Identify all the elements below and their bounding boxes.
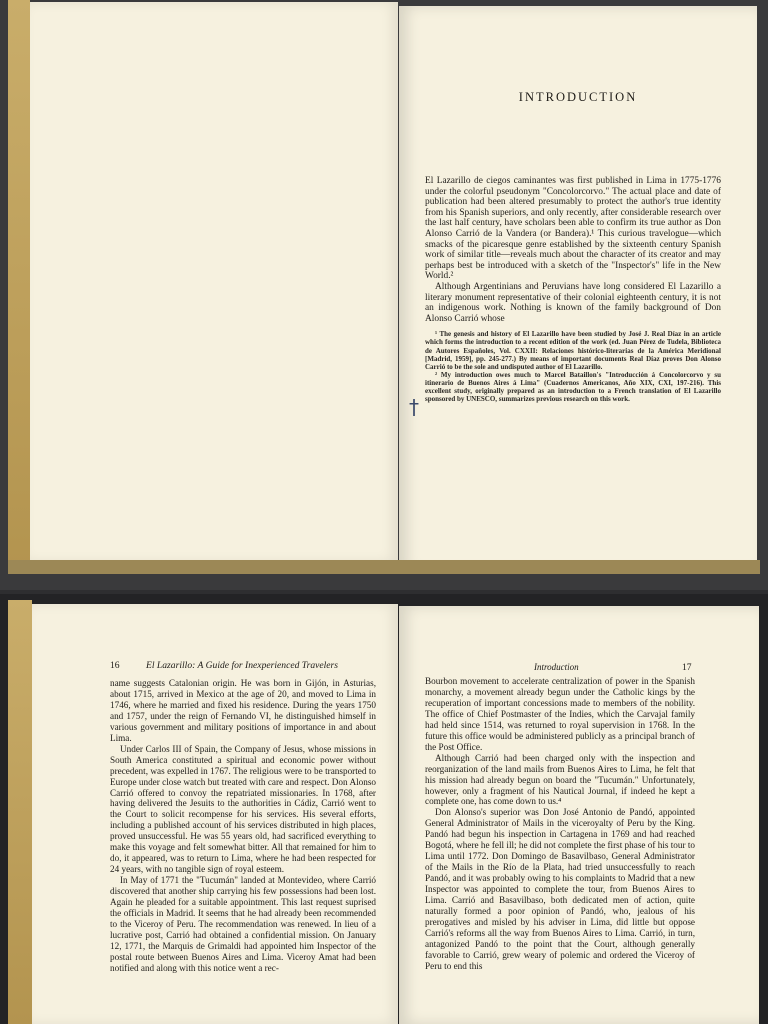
page-number-17: 17 — [682, 662, 692, 673]
paragraph-second: Although Argentinians and Peruvians have long considered El Lazarillo a literary monument representative of their colonial eighteenth century, it is not an indigenous work. Nothing is known of the family background of Don Alonso Carrió whose — [425, 281, 721, 324]
paragraph-16-1: name suggests Catalonian origin. He was born in Gijón, in Asturias, about 1715, arrived in Mexico at the age of 20, and moved to Lima in 1746, where he married and fixed his residence. During the years 1750 and 1757, under the reign of Fernando VI, he distinguished himself in various government and military positions of importance in and about Lima. — [110, 678, 376, 743]
running-title-left: El Lazarillo: A Guide for Inexperienced Travelers — [146, 660, 339, 671]
paragraph-17-2: Although Carrió had been charged only with the inspection and reorganization of the land mails from Buenos Aires to Lima, he felt that his mission had already begun on board the "Tucumán." Unfortunately, however, only a fragment of his Nautical Journal, if indeed he kept a complete one, has come down to us.⁴ — [425, 752, 695, 807]
paragraph-17-3: Don Alonso's superior was Don José Antonio de Pandó, appointed General Administrator of Mails in the viceroyalty of Peru by the King. Pandó had begun his inspection in Cartagena in 1769 and had reached Bogotá, where he fell ill; he did not complete the first phase of his tour to Lima until 1772. Don Domingo de Basavilbaso, General Administrator of the Mails in the Río de la Plata, had tried unsuccessfully to reach Pandó, and it was probably owing to his complaints to Madrid that a new Inspector was appointed to complete the tour, from Buenos Aires to Lima. Carrió and Basavilbaso, both dedicated men of action, quite naturally formed a poor opinion of Pandó, who, jealous of his prerogatives and misled by his adviser in Lima, did little but oppose Carrió's reforms all the way from Buenos Aires to Lima. Carrió, in turn, antagonized Pandó to the point that the Court, although generally favorable to Carrió, grew weary of polemic and ordered the Viceroy of Peru to end this — [425, 807, 695, 971]
paragraph-16-3: In May of 1771 the "Tucumán" landed at Montevideo, where Carrió discovered that another ship carrying his few possessions had been lost. Again he pleaded for a suitable appointment. This last request suprised the officials in Madrid. It seems that he had already been recommended to the Viceroy of Peru. The recommendation was renewed. In lieu of a lucrative post, Carrió had obtained a confidential mission. On January 12, 1771, the Marquis de Grimaldi had appointed him Inspector of the postal route between Buenos Aires and Lima. Viceroy Amat had been notified and along with this notice went a rec- — [110, 875, 376, 973]
running-title-right: Introduction — [534, 662, 579, 672]
footnote-2: ² My introduction owes much to Marcel Bataillon's "Introducción á Concolorcorvo y su itinerario de Buenos Aires á Lima" (Cuadernos Americanos, Año XIX, CXI, 197-216). This excellent study, originally prepared as an introduction to a French translation of El Lazarillo sponsored by UNESCO, summarizes previous research on this work. — [425, 370, 721, 404]
page-stack-edge — [8, 560, 760, 574]
page-17 — [399, 606, 759, 1024]
paragraph-16-2: Under Carlos III of Spain, the Company of Jesus, whose missions in South America constituted a spiritual and economic power without precedent, was expelled in 1767. The religious were to be transported to Europe under close watch but treated with care and respect. Don Alonso Carrió offered to convoy the repatriated missionaries. In 1768, after having delivered the Jesuits to the authorities in Cádiz, Carrió went to the Court to solicit recompense for his services. His several efforts, including a published account of his services distributed in high places, proved unsuccessful. He was 55 years old, had sacrificed everything to make this voyage and felt somewhat bitter. All that remained for him to do, it appeared, was to return to Lima, where he had been respected for 24 years, with no tangible sign of royal esteem. — [110, 743, 376, 875]
page-number-16: 16 — [110, 660, 120, 671]
book-cover-edge — [8, 600, 32, 1024]
footnote-1: ¹ The genesis and history of El Lazarillo have been studied by José J. Real Díaz in an article which forms the introduction to a recent edition of the work (ed. Juan Pérez de Tudela, Biblioteca de Autores Españoles, Vol. CXXII: Relaciones histórico-literarias de la América Meridional [Madrid, 1959], pp. 245-277.) By means of important documents Real Díaz proves Don Alonso Carrió to be the sole and undisputed author of El Lazarillo. — [425, 330, 721, 371]
introduction-text — [425, 176, 721, 403]
book-cover-edge — [8, 0, 30, 570]
page-heading: INTRODUCTION — [518, 90, 638, 104]
blank-left-page — [30, 2, 398, 562]
footnotes — [425, 330, 721, 403]
bottom-scanned-spread — [0, 594, 768, 1024]
paragraph-17-1: Bourbon movement to accelerate centralization of power in the Spanish monarchy, a movement already begun under the Catholic kings by the recuperation of important concessions made to members of the nobility. The office of Chief Postmaster of the Indies, which the Carvajal family had held since 1514, was returned to royal supervision in 1768. In the future this office would be administered publicly as a principal branch of the Post Office. — [425, 676, 695, 752]
page-16-text — [110, 678, 376, 974]
page-16 — [32, 604, 398, 1024]
page-17-text — [425, 676, 695, 972]
introduction-page — [399, 6, 757, 572]
paragraph-opening: El Lazarillo de ciegos caminantes was first published in Lima in 1775-1776 under the colorful pseudonym "Concolorcorvo." The actual place and date of publication had been altered presumably to protect the author's true identity from his Spanish superiors, and only recently, after considerable research over the last half century, have scholars been able to confirm its true author as Don Alonso Carrió de la Vandera (or Bandera).¹ This curious travelogue—which smacks of the picaresque genre established by the sixteenth century Spanish work of similar title—reveals much about the character of its creator and may perhaps best be introduced with a sketch of the "Inspector's" life in the New World.² — [425, 176, 721, 282]
pencil-annotation-mark: † — [409, 395, 419, 419]
